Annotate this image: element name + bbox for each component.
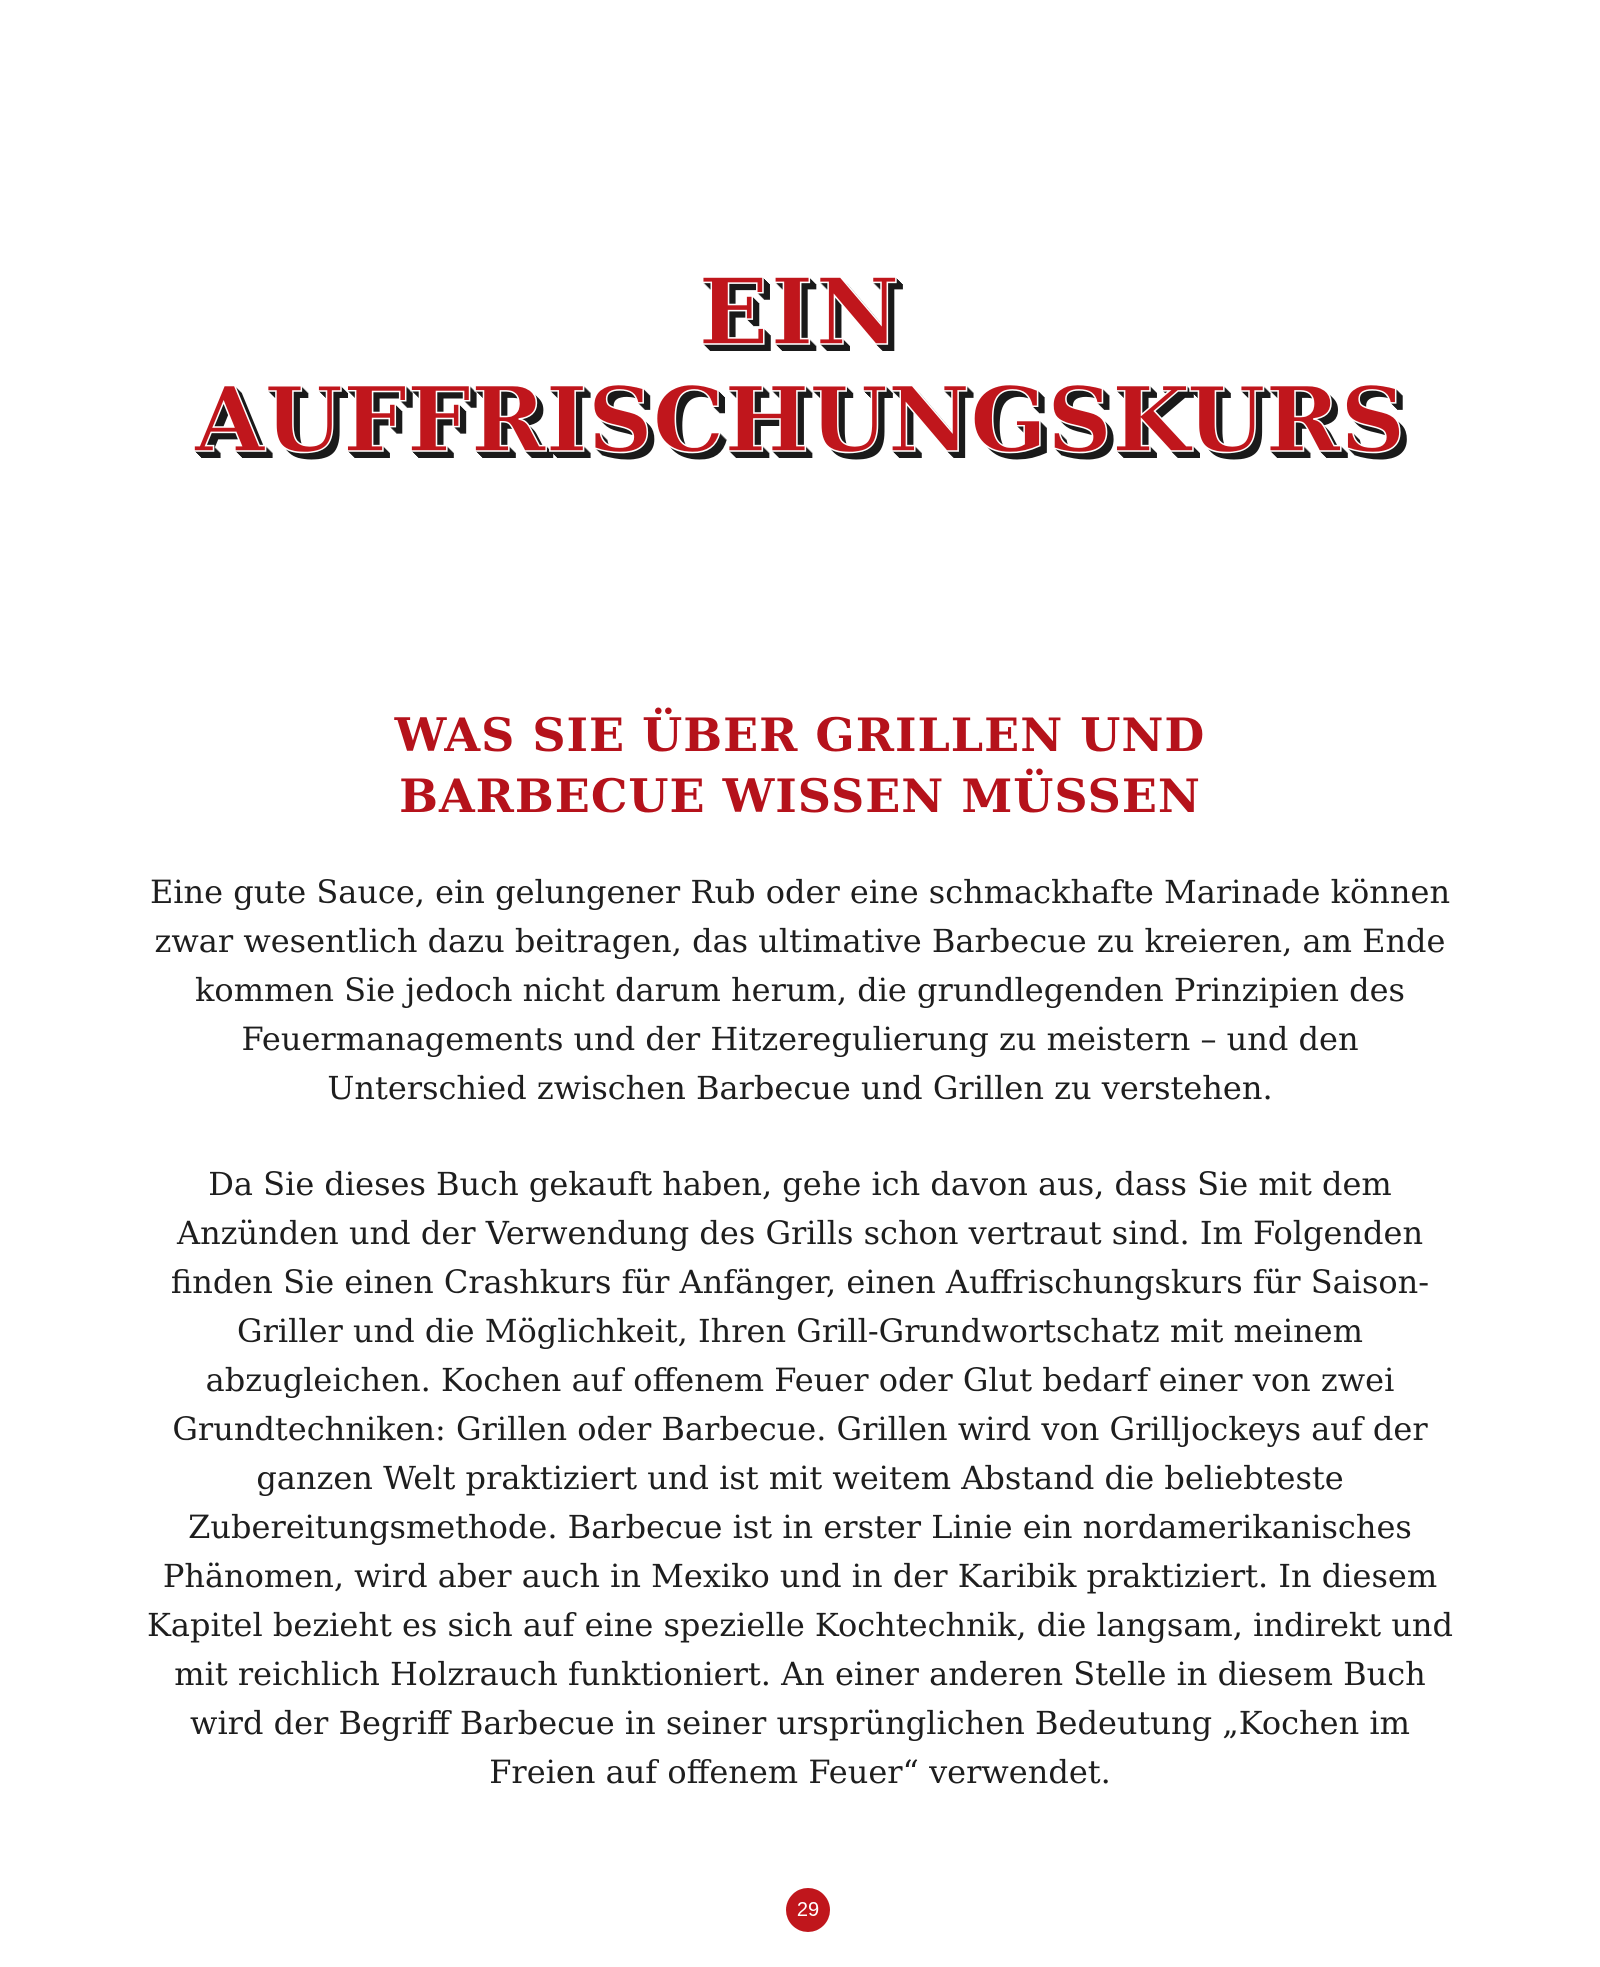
paragraph-line: mit reichlich Holzrauch funktioniert. An einer anderen Stelle in diesem Buch [174,1655,1426,1693]
paragraph-line: Freien auf offenem Feuer“ verwendet. [489,1753,1111,1791]
paragraph-line: zwar wesentlich dazu beitragen, das ultimative Barbecue zu kreieren, am Ende [154,922,1446,960]
paragraph-line: kommen Sie jedoch nicht darum herum, die grundlegenden Prinzipien des [195,971,1405,1009]
paragraph-line: Griller und die Möglichkeit, Ihren Grill-Grundwortschatz mit meinem [237,1312,1363,1350]
intro-paragraph [90,868,1510,1113]
section-heading [0,705,1600,827]
section-heading-line-1: WAS SIE ÜBER GRILLEN UND [394,708,1206,762]
paragraph-line: Unterschied zwischen Barbecue und Grillen zu verstehen. [327,1069,1273,1107]
page-number-badge: 29 [786,1888,830,1932]
paragraph-line: wird der Begriff Barbecue in seiner ursprünglichen Bedeutung „Kochen im [190,1704,1410,1742]
page-title-line-1: EIN [698,258,902,366]
section-heading-line-2: BARBECUE WISSEN MÜSSEN [399,769,1201,823]
paragraph-line: Eine gute Sauce, ein gelungener Rub oder eine schmackhafte Marinade können [149,873,1451,911]
paragraph-line: Da Sie dieses Buch gekauft haben, gehe ich davon aus, dass Sie mit dem [208,1165,1392,1203]
paragraph-line: Kapitel bezieht es sich auf eine spezielle Kochtechnik, die langsam, indirekt und [146,1606,1454,1644]
paragraph-line: ganzen Welt praktiziert und ist mit weitem Abstand die beliebteste [256,1459,1344,1497]
paragraph-line: abzugleichen. Kochen auf offenem Feuer oder Glut bedarf einer von zwei [205,1361,1395,1399]
page-title-line-2: AUFFRISCHUNGSKURS [194,367,1406,473]
main-paragraph [90,1160,1510,1797]
paragraph-line: Phänomen, wird aber auch in Mexiko und in der Karibik praktiziert. In diesem [162,1557,1438,1595]
paragraph-line: Feuermanagements und der Hitzeregulierung zu meistern – und den [241,1020,1359,1058]
paragraph-line: Grundtechniken: Grillen oder Barbecue. Grillen wird von Grilljockeys auf der [172,1410,1428,1448]
paragraph-line: finden Sie einen Crashkurs für Anfänger, einen Auffrischungskurs für Saison- [170,1263,1430,1301]
paragraph-line: Zubereitungsmethode. Barbecue ist in erster Linie ein nordamerikanisches [188,1508,1412,1546]
paragraph-line: Anzünden und der Verwendung des Grills schon vertraut sind. Im Folgenden [176,1214,1424,1252]
